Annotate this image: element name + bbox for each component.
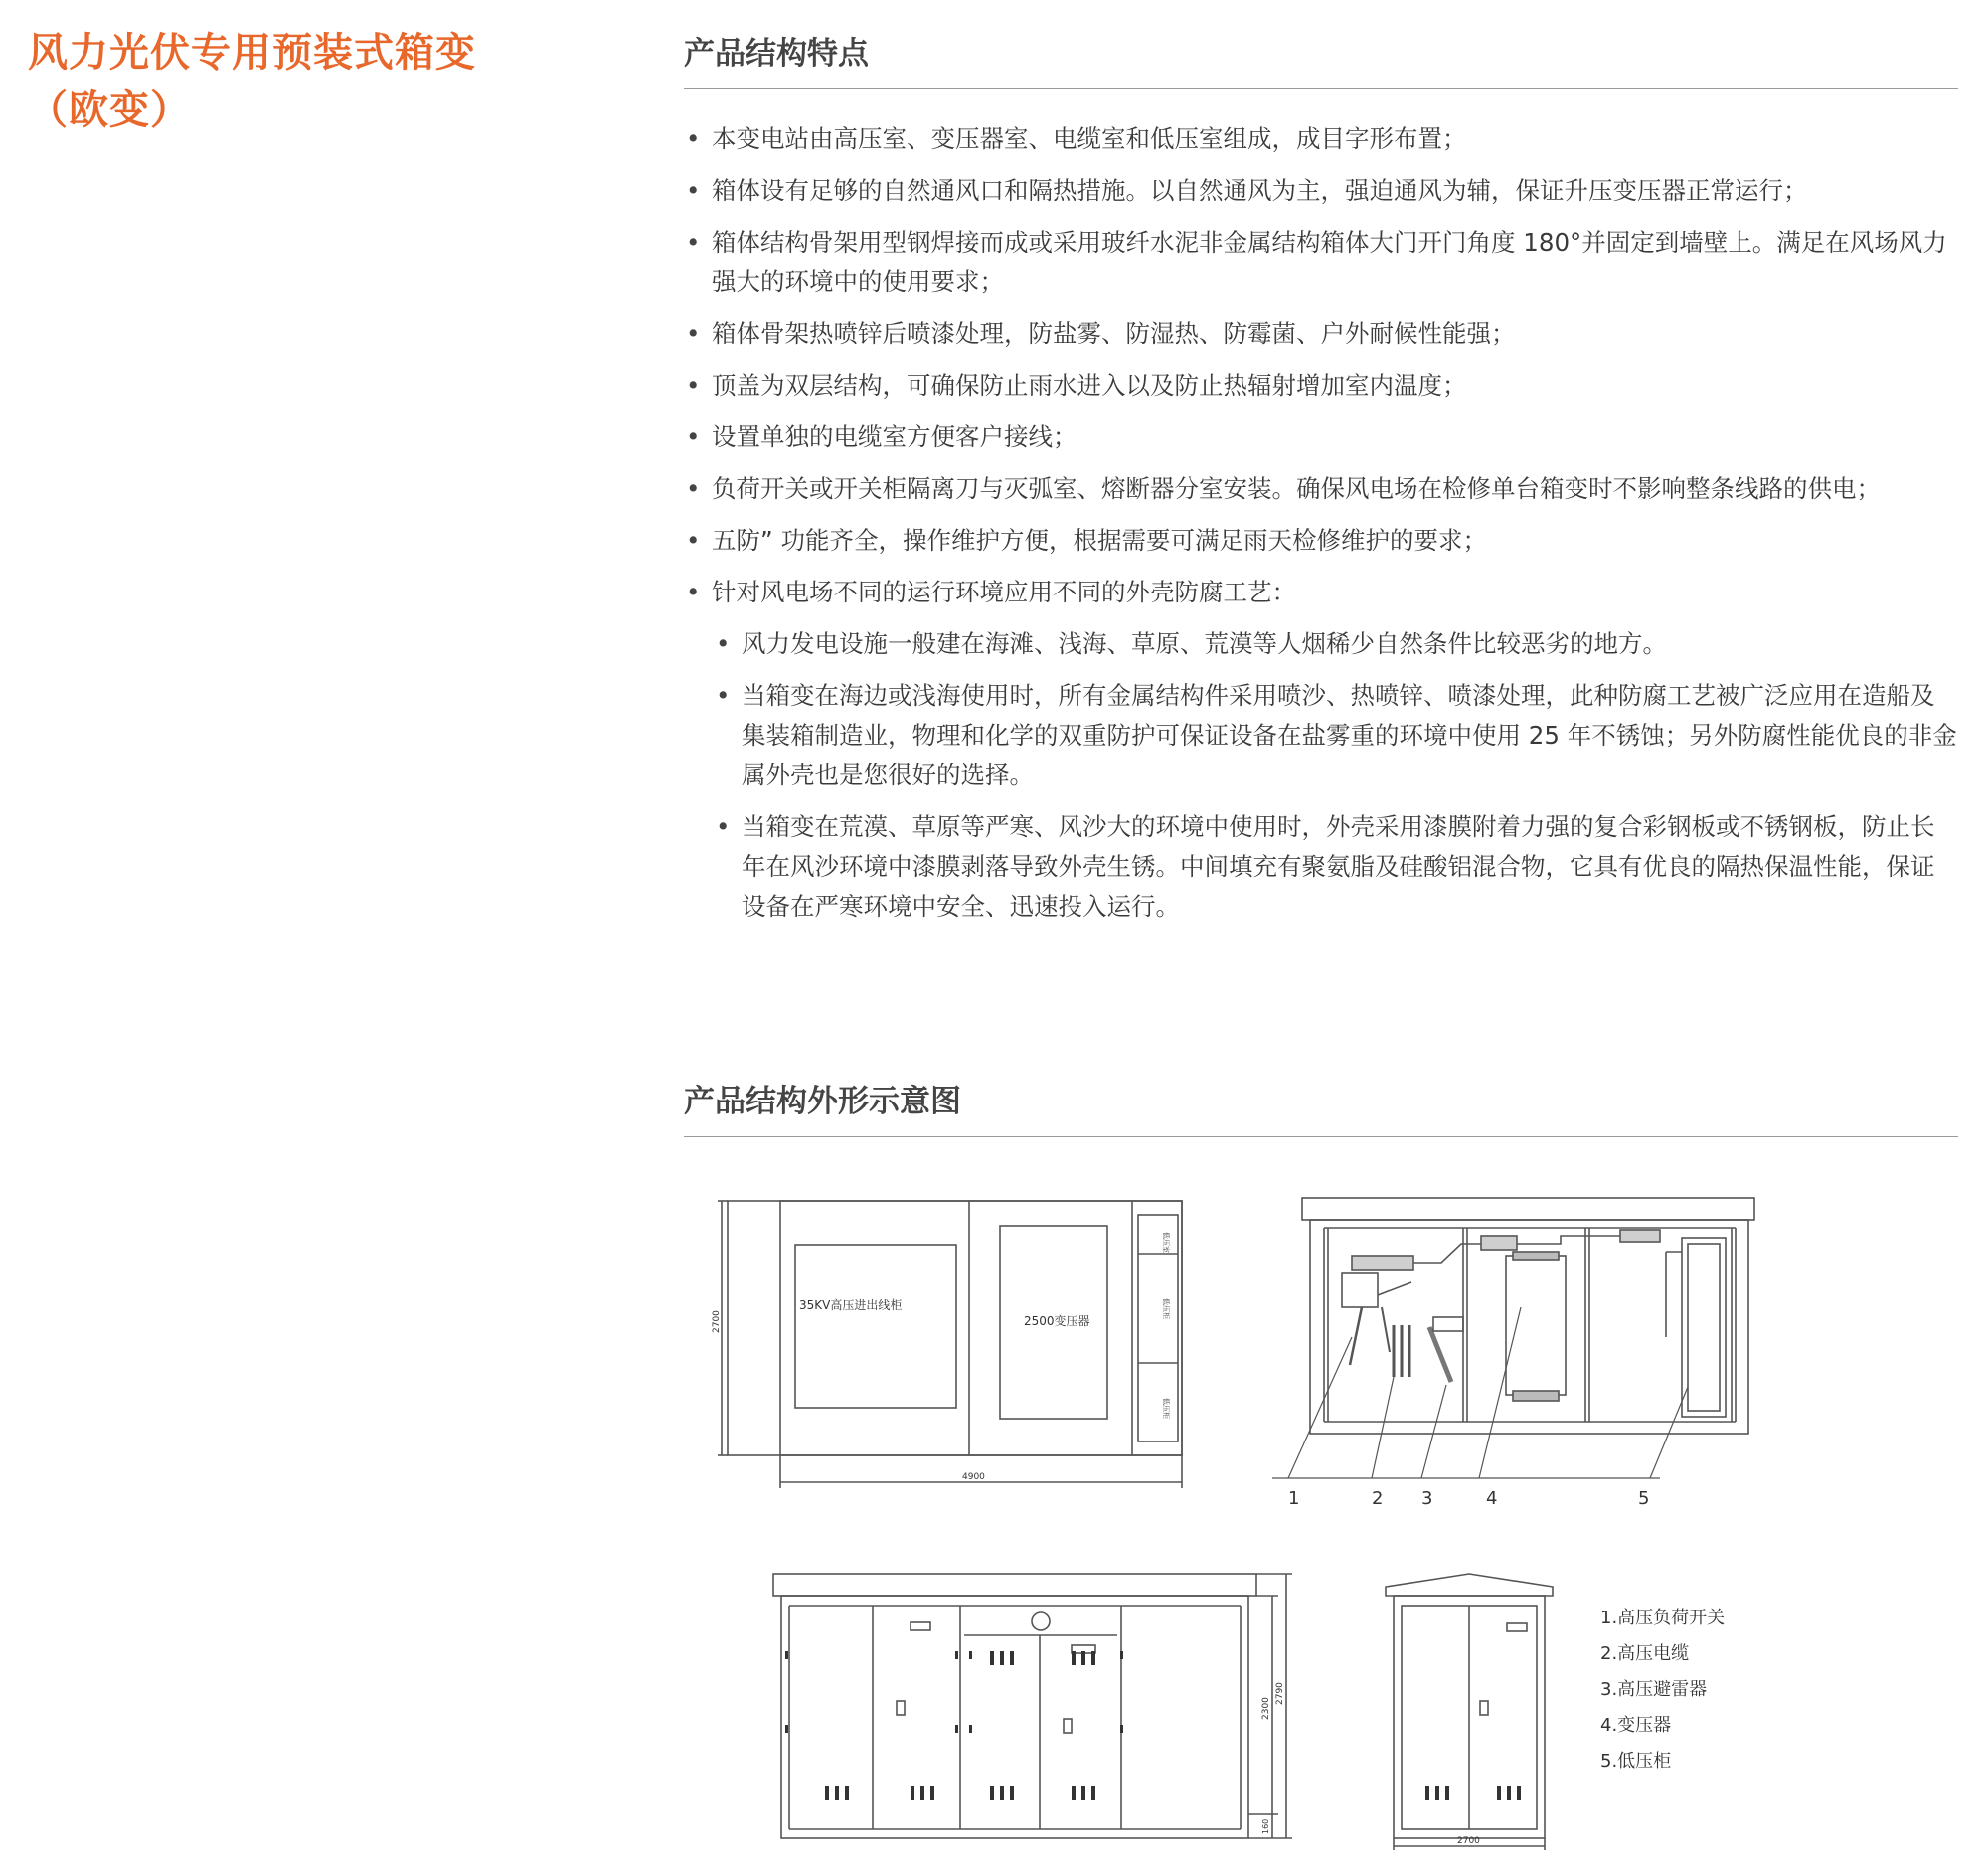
front-view xyxy=(773,1574,1292,1838)
callout-number: 1 xyxy=(1288,1488,1300,1509)
vent-circle xyxy=(1032,1612,1050,1630)
legend-item: 4.变压器 xyxy=(1600,1715,1672,1736)
lv-bushing xyxy=(1620,1230,1660,1242)
page-title-line1: 风力光伏专用预装式箱变 xyxy=(28,30,476,76)
diagram-heading: 产品结构外形示意图 xyxy=(684,1076,1958,1137)
legend-item: 5.低压柜 xyxy=(1600,1751,1672,1772)
door-handle xyxy=(1480,1701,1488,1715)
lv-cabinet-panel xyxy=(1688,1244,1720,1411)
dim-2300-label: 2300 xyxy=(1261,1697,1271,1720)
feature-item: • 五防” 功能齐全，操作维护方便，根据需要可满足雨天检修维护的要求； xyxy=(684,521,1958,561)
feature-item: • 本变电站由高压室、变压器室、电缆室和低压室组成，成目字形布置； xyxy=(684,119,1958,159)
structure-drawing xyxy=(686,1178,1968,1854)
callout-leader xyxy=(1421,1385,1446,1478)
diagram-section xyxy=(684,1076,1958,1137)
callout-number: 3 xyxy=(1421,1488,1433,1509)
transformer-label: 2500变压器 xyxy=(1024,1314,1090,1328)
side-width-label: 2700 xyxy=(1457,1836,1480,1846)
plan-inner xyxy=(780,1201,1182,1455)
roof xyxy=(1302,1198,1754,1220)
features-section xyxy=(684,28,1958,938)
lv-label: 低压室 xyxy=(1162,1232,1170,1253)
callout-leader xyxy=(1288,1337,1352,1478)
feature-item: • 设置单独的电缆室方便客户接线； xyxy=(684,418,1958,457)
dim-160-label: 160 xyxy=(1261,1818,1270,1834)
lv-label: 低压柜 xyxy=(1162,1398,1170,1419)
page-title-line2: （欧变） xyxy=(28,87,191,133)
side-view xyxy=(1386,1574,1553,1850)
callout-leader xyxy=(1650,1387,1688,1478)
bus-wire xyxy=(1517,1236,1620,1244)
fuse-unit xyxy=(1352,1256,1413,1270)
door-handle xyxy=(897,1701,905,1715)
lv-label: 低压柜 xyxy=(1162,1298,1170,1319)
surge-arrester xyxy=(1429,1327,1451,1382)
feature-sub-item: • 当箱变在海边或浅海使用时，所有金属结构件采用喷沙、热喷锌、喷漆处理，此种防腐工艺被广泛应用在造船及集装箱制造业，物理和化学的双重防护可保证设备在盐雾重的环境中使用 25 年不锈蚀；另外防腐性能优良的非金属外壳也是您很好的选择。 xyxy=(714,676,1958,795)
arrester-base xyxy=(1433,1317,1463,1331)
operating-rod xyxy=(1382,1307,1390,1352)
callout-number: 2 xyxy=(1372,1488,1384,1509)
feature-item: • 箱体设有足够的自然通风口和隔热措施。以自然通风为主，强迫通风为辅，保证升压变压器正常运行； xyxy=(684,171,1958,211)
top-view xyxy=(712,1201,1182,1488)
front-roof xyxy=(773,1574,1256,1596)
lv-column xyxy=(1138,1215,1178,1441)
door-handle xyxy=(1064,1719,1072,1733)
transformer-core xyxy=(1506,1256,1566,1395)
bus-wire xyxy=(1413,1244,1481,1263)
dim-width-label: 4900 xyxy=(962,1472,985,1482)
features-list xyxy=(684,119,1958,927)
transformer-clamp xyxy=(1513,1391,1559,1401)
lv-wire xyxy=(1666,1252,1682,1337)
nameplate xyxy=(1507,1623,1527,1631)
feature-item: • 负荷开关或开关柜隔离刀与灭弧室、熔断器分室安装。确保风电场在检修单台箱变时不影响整条线路的供电； xyxy=(684,469,1958,509)
legend-item: 1.高压负荷开关 xyxy=(1600,1608,1726,1628)
hv-cabinet-label: 35KV高压进出线柜 xyxy=(799,1298,903,1312)
dim-height-label: 2700 xyxy=(712,1310,722,1333)
load-switch xyxy=(1342,1273,1378,1307)
side-roof xyxy=(1386,1574,1553,1596)
section-view xyxy=(1272,1198,1754,1509)
vent-slots xyxy=(785,1651,1123,1800)
switch-blade xyxy=(1378,1282,1411,1295)
feature-sub-item: • 风力发电设施一般建在海滩、浅海、草原、荒漠等人烟稀少自然条件比较恶劣的地方。 xyxy=(714,624,1958,664)
operating-rod xyxy=(1350,1307,1362,1365)
front-body xyxy=(781,1596,1248,1838)
feature-sub-item: • 当箱变在荒漠、草原等严寒、风沙大的环境中使用时，外壳采用漆膜附着力强的复合彩钢板或不锈钢板，防止长年在风沙环境中漆膜剥落导致外壳生锈。中间填充有聚氨脂及硅酸铝混合物，它具有优良的隔热保温性能，保证设备在严寒环境中安全、迅速投入运行。 xyxy=(714,807,1958,927)
vent-slots xyxy=(1425,1786,1521,1800)
legend-item: 3.高压避雷器 xyxy=(1600,1679,1708,1700)
feature-item: • 箱体骨架热喷锌后喷漆处理，防盐雾、防湿热、防霉菌、户外耐候性能强； xyxy=(684,314,1958,354)
bushing xyxy=(1481,1236,1517,1250)
feature-item: • 顶盖为双层结构，可确保防止雨水进入以及防止热辐射增加室内温度； xyxy=(684,366,1958,406)
feature-item: • 箱体结构骨架用型钢焊接而成或采用玻纤水泥非金属结构箱体大门开门角度 180°并固定到墙壁上。满足在风场风力强大的环境中的使用要求； xyxy=(684,223,1958,302)
legend-item: 2.高压电缆 xyxy=(1600,1643,1690,1664)
legend xyxy=(1600,1608,1725,1772)
nameplate xyxy=(911,1622,930,1630)
dim-2790-label: 2790 xyxy=(1275,1682,1285,1705)
callout-leader xyxy=(1372,1377,1394,1478)
callout-number: 4 xyxy=(1486,1488,1498,1509)
features-heading: 产品结构特点 xyxy=(684,28,1958,89)
transformer-clamp xyxy=(1513,1252,1559,1260)
page-title xyxy=(28,24,476,139)
callout-number: 5 xyxy=(1638,1488,1650,1509)
hv-cabinet-box xyxy=(795,1245,956,1408)
feature-item: • 针对风电场不同的运行环境应用不同的外壳防腐工艺： xyxy=(684,573,1958,612)
